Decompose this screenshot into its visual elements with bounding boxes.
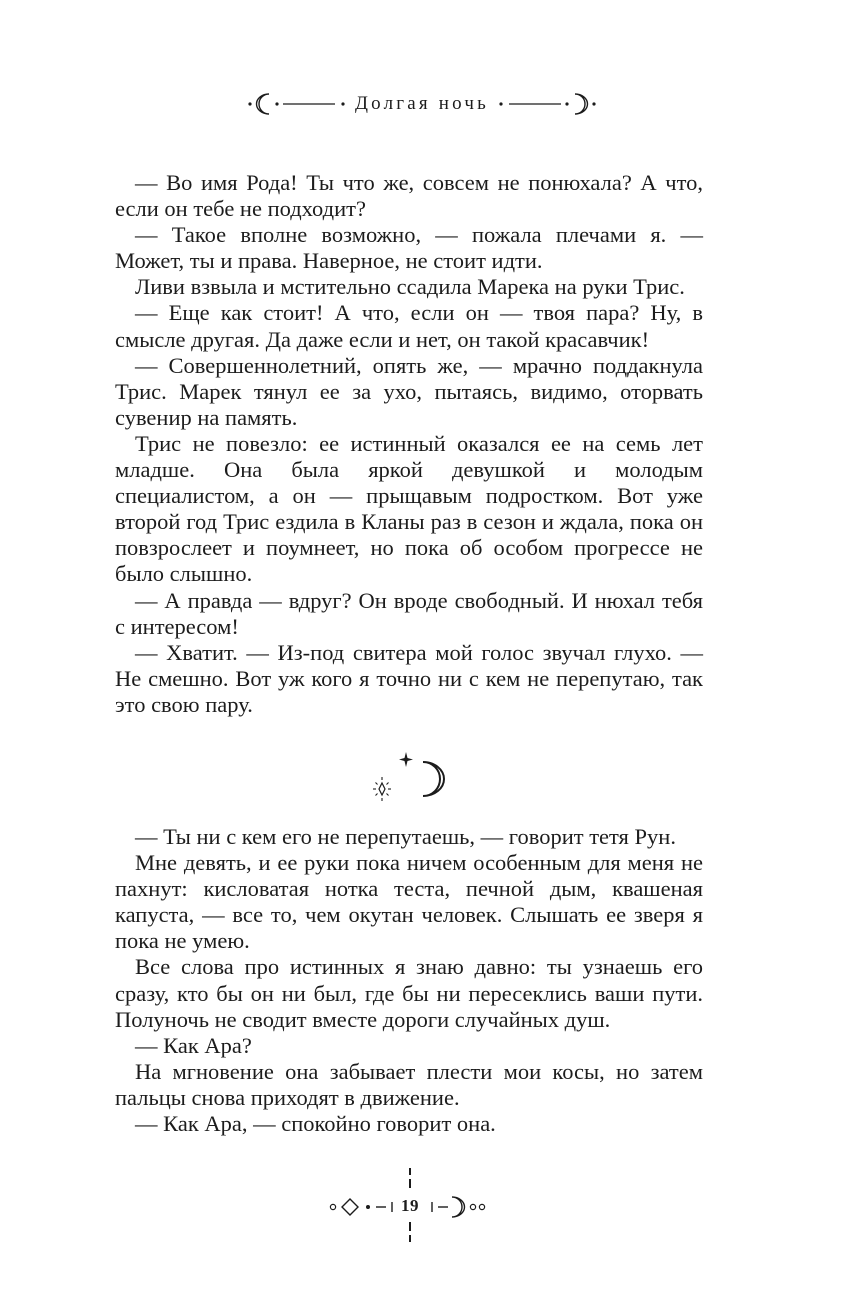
right-moon-ornament-icon [497, 89, 597, 119]
page-footer [0, 1166, 844, 1246]
paragraph: — Ты ни с кем его не перепутаешь, — говорит тетя Рун. [135, 824, 676, 849]
sparkle-moon-icon [360, 752, 450, 812]
paragraph: Все слова про истинных я знаю давно: ты узнаешь его сразу, кто бы он ни был, где бы ни пересеклись ваши пути. Полуночь не сводит вместе дороги случайных душ. [115, 954, 703, 1032]
paragraph: Мне девять, и ее руки пока ничем особенным для меня не пахнут: кисловатая нотка теста, печной дым, квашеная капуста, — все то, чем окутан человек. Слышать ее зверя я пока не умею. [115, 850, 703, 954]
page-number: 19 [401, 1196, 419, 1215]
paragraph: — А правда — вдруг? Он вроде свободный. И нюхал тебя с интересом! [115, 587, 703, 639]
body-text-block-1 [115, 170, 703, 718]
left-moon-ornament-icon [247, 89, 347, 119]
paragraph: — Как Ара, — спокойно говорит она. [135, 1111, 496, 1137]
paragraph: На мгновение она забывает плести мои косы, но затем пальцы снова приходят в движение. [115, 1058, 703, 1110]
paragraph: — Совершеннолетний, опять же, — мрачно поддакнула Трис. Марек тянул ее за ухо, пытаясь, видимо, оторвать сувенир на память. [115, 352, 703, 430]
body-text-block-2 [115, 824, 703, 1137]
paragraph: — Как Ара? [135, 1032, 252, 1058]
running-title: Долгая ночь [354, 93, 489, 114]
paragraph: Трис не повезло: ее истинный оказался ее на семь лет младше. Она была яркой девушкой и молодым специалистом, а он — прыщавым подростком. Вот уже второй год Трис ездила в Кланы раз в сезон и ждала, пока он повзрослеет и поумнеет, но пока об особом прогрессе не было слышно. [115, 430, 703, 587]
paragraph: Ливи взвыла и мстительно ссадила Марека на руки Трис. [135, 274, 685, 300]
paragraph: — Такое вполне возможно, — пожала плечами я. — Может, ты и права. Наверное, не стоит идти. [115, 222, 703, 274]
paragraph: — Во имя Рода! Ты что же, совсем не понюхала? А что, если он тебе не подходит? [115, 170, 703, 222]
running-header [0, 88, 844, 120]
paragraph: — Хватит. — Из-под свитера мой голос звучал глухо. — Не смешно. Вот уж кого я точно ни с кем не перепутаю, так это свою пару. [115, 639, 703, 717]
paragraph: — Еще как стоит! А что, если он — твоя пара? Ну, в смысле другая. Да даже если и нет, он такой красавчик! [115, 300, 703, 352]
